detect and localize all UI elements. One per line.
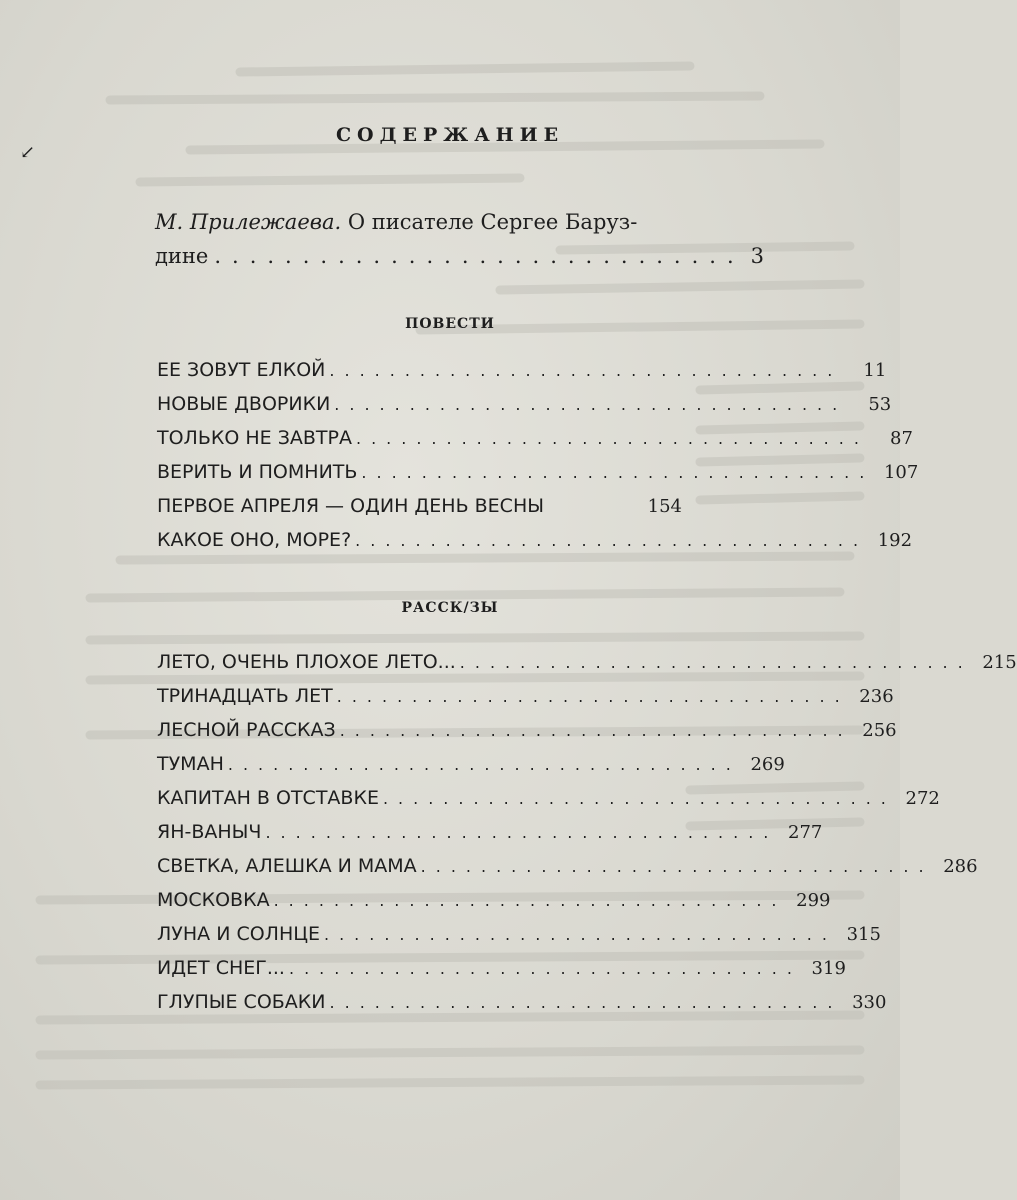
entry-page: 269: [750, 754, 785, 775]
entry-title: ЕЕ ЗОВУТ ЕЛКОЙ: [157, 359, 326, 381]
entry-title: СВЕТКА, АЛЕШКА И МАМА: [157, 855, 417, 877]
dot-leader: ..................................: [334, 395, 848, 414]
toc-entry[interactable]: [157, 387, 892, 421]
entry-title: ЯН-ВАНЫЧ: [157, 821, 262, 843]
entry-page: 330: [852, 992, 887, 1013]
entry-title: ТУМАН: [157, 753, 224, 775]
entry-title: ТОЛЬКО НЕ ЗАВТРА: [157, 427, 352, 449]
entry-title: ПЕРВОЕ АПРЕЛЯ — ОДИН ДЕНЬ ВЕСНЫ: [157, 495, 545, 517]
toc-entry[interactable]: [157, 747, 785, 781]
toc-entry[interactable]: [157, 455, 919, 489]
entry-page: 319: [811, 958, 846, 979]
entry-title: ТРИНАДЦАТЬ ЛЕТ: [157, 685, 333, 707]
entry-page: 107: [883, 462, 919, 483]
novellas-heading: ПОВЕСТИ: [405, 316, 495, 332]
entry-title: ЛЕСНОЙ РАССКАЗ: [157, 719, 336, 741]
novellas-list: [157, 353, 919, 557]
dot-leader: ..................................: [339, 721, 853, 740]
entry-title: КАКОЕ ОНО, МОРЕ?: [157, 529, 352, 551]
toc-entry[interactable]: [157, 489, 682, 523]
entry-page: 236: [859, 686, 894, 707]
contents-heading: СОДЕРЖАНИЕ: [335, 124, 565, 146]
dot-leader: ..................................: [329, 361, 843, 380]
entry-page: 286: [943, 856, 978, 877]
toc-entry[interactable]: [157, 883, 831, 917]
toc-entry[interactable]: [157, 849, 978, 883]
intro-page: 3: [750, 244, 764, 268]
toc-entry[interactable]: [157, 353, 887, 387]
toc-entry[interactable]: [157, 713, 897, 747]
dot-leader: ..................................: [329, 993, 843, 1012]
dot-leader: ..................................: [459, 653, 973, 672]
entry-page: 215: [982, 652, 1017, 673]
dot-leader: ..................................: [336, 687, 850, 706]
entry-page: 11: [863, 360, 887, 381]
entry-title: ЛУНА И СОЛНЦЕ: [157, 923, 320, 945]
toc-entry[interactable]: [157, 421, 913, 455]
entry-page: 315: [846, 924, 881, 945]
entry-title: КАПИТАН В ОТСТАВКЕ: [157, 787, 379, 809]
dot-leader: ..................................: [265, 823, 779, 842]
entry-title: ИДЕТ СНЕГ...: [157, 957, 285, 979]
dot-leader: ..................................: [420, 857, 934, 876]
entry-page: 192: [877, 530, 913, 551]
entry-title: НОВЫЕ ДВОРИКИ: [157, 393, 331, 415]
toc-entry[interactable]: [157, 679, 894, 713]
entry-page: 277: [788, 822, 823, 843]
intro-entry[interactable]: [155, 205, 764, 273]
dot-leader: ..............................: [214, 244, 745, 268]
toc-entry[interactable]: [157, 951, 846, 985]
dot-leader: ..................................: [361, 463, 875, 482]
toc-entry[interactable]: [157, 815, 823, 849]
toc-entry[interactable]: [157, 523, 913, 557]
toc-entry[interactable]: [157, 645, 1017, 679]
dot-leader: ..................................: [273, 891, 787, 910]
entry-page: 87: [890, 428, 913, 449]
entry-title: ВЕРИТЬ И ПОМНИТЬ: [157, 461, 358, 483]
entry-page: 53: [868, 394, 892, 415]
entry-page: 299: [796, 890, 831, 911]
dot-leader: ..................................: [355, 429, 869, 448]
entry-title: ГЛУПЫЕ СОБАКИ: [157, 991, 326, 1013]
intro-author: М. Прилежаева.: [155, 210, 342, 234]
entry-title: МОСКОВКА: [157, 889, 270, 911]
toc-entry[interactable]: [157, 985, 887, 1019]
toc-entry[interactable]: [157, 781, 940, 815]
dot-leader: ..................................: [288, 959, 802, 978]
dot-leader: ..................................: [382, 789, 896, 808]
intro-title-part1: О писателе Сергее Баруз-: [347, 210, 638, 234]
dot-leader: ..................................: [227, 755, 741, 774]
intro-line-1: [155, 205, 685, 239]
intro-title-part2: дине: [155, 244, 209, 268]
stories-heading: РАССК/ЗЫ: [401, 600, 499, 616]
stories-list: [157, 645, 1017, 1019]
entry-title: ЛЕТО, ОЧЕНЬ ПЛОХОЕ ЛЕТО...: [157, 651, 456, 673]
toc-entry[interactable]: [157, 917, 881, 951]
intro-line-2: [155, 239, 764, 273]
ink-mark: ↙: [20, 142, 36, 163]
entry-page: 256: [862, 720, 897, 741]
entry-page: 154: [647, 496, 682, 517]
entry-page: 272: [905, 788, 940, 809]
dot-leader: ..................................: [324, 925, 837, 944]
dot-leader: ..................................: [355, 531, 869, 550]
